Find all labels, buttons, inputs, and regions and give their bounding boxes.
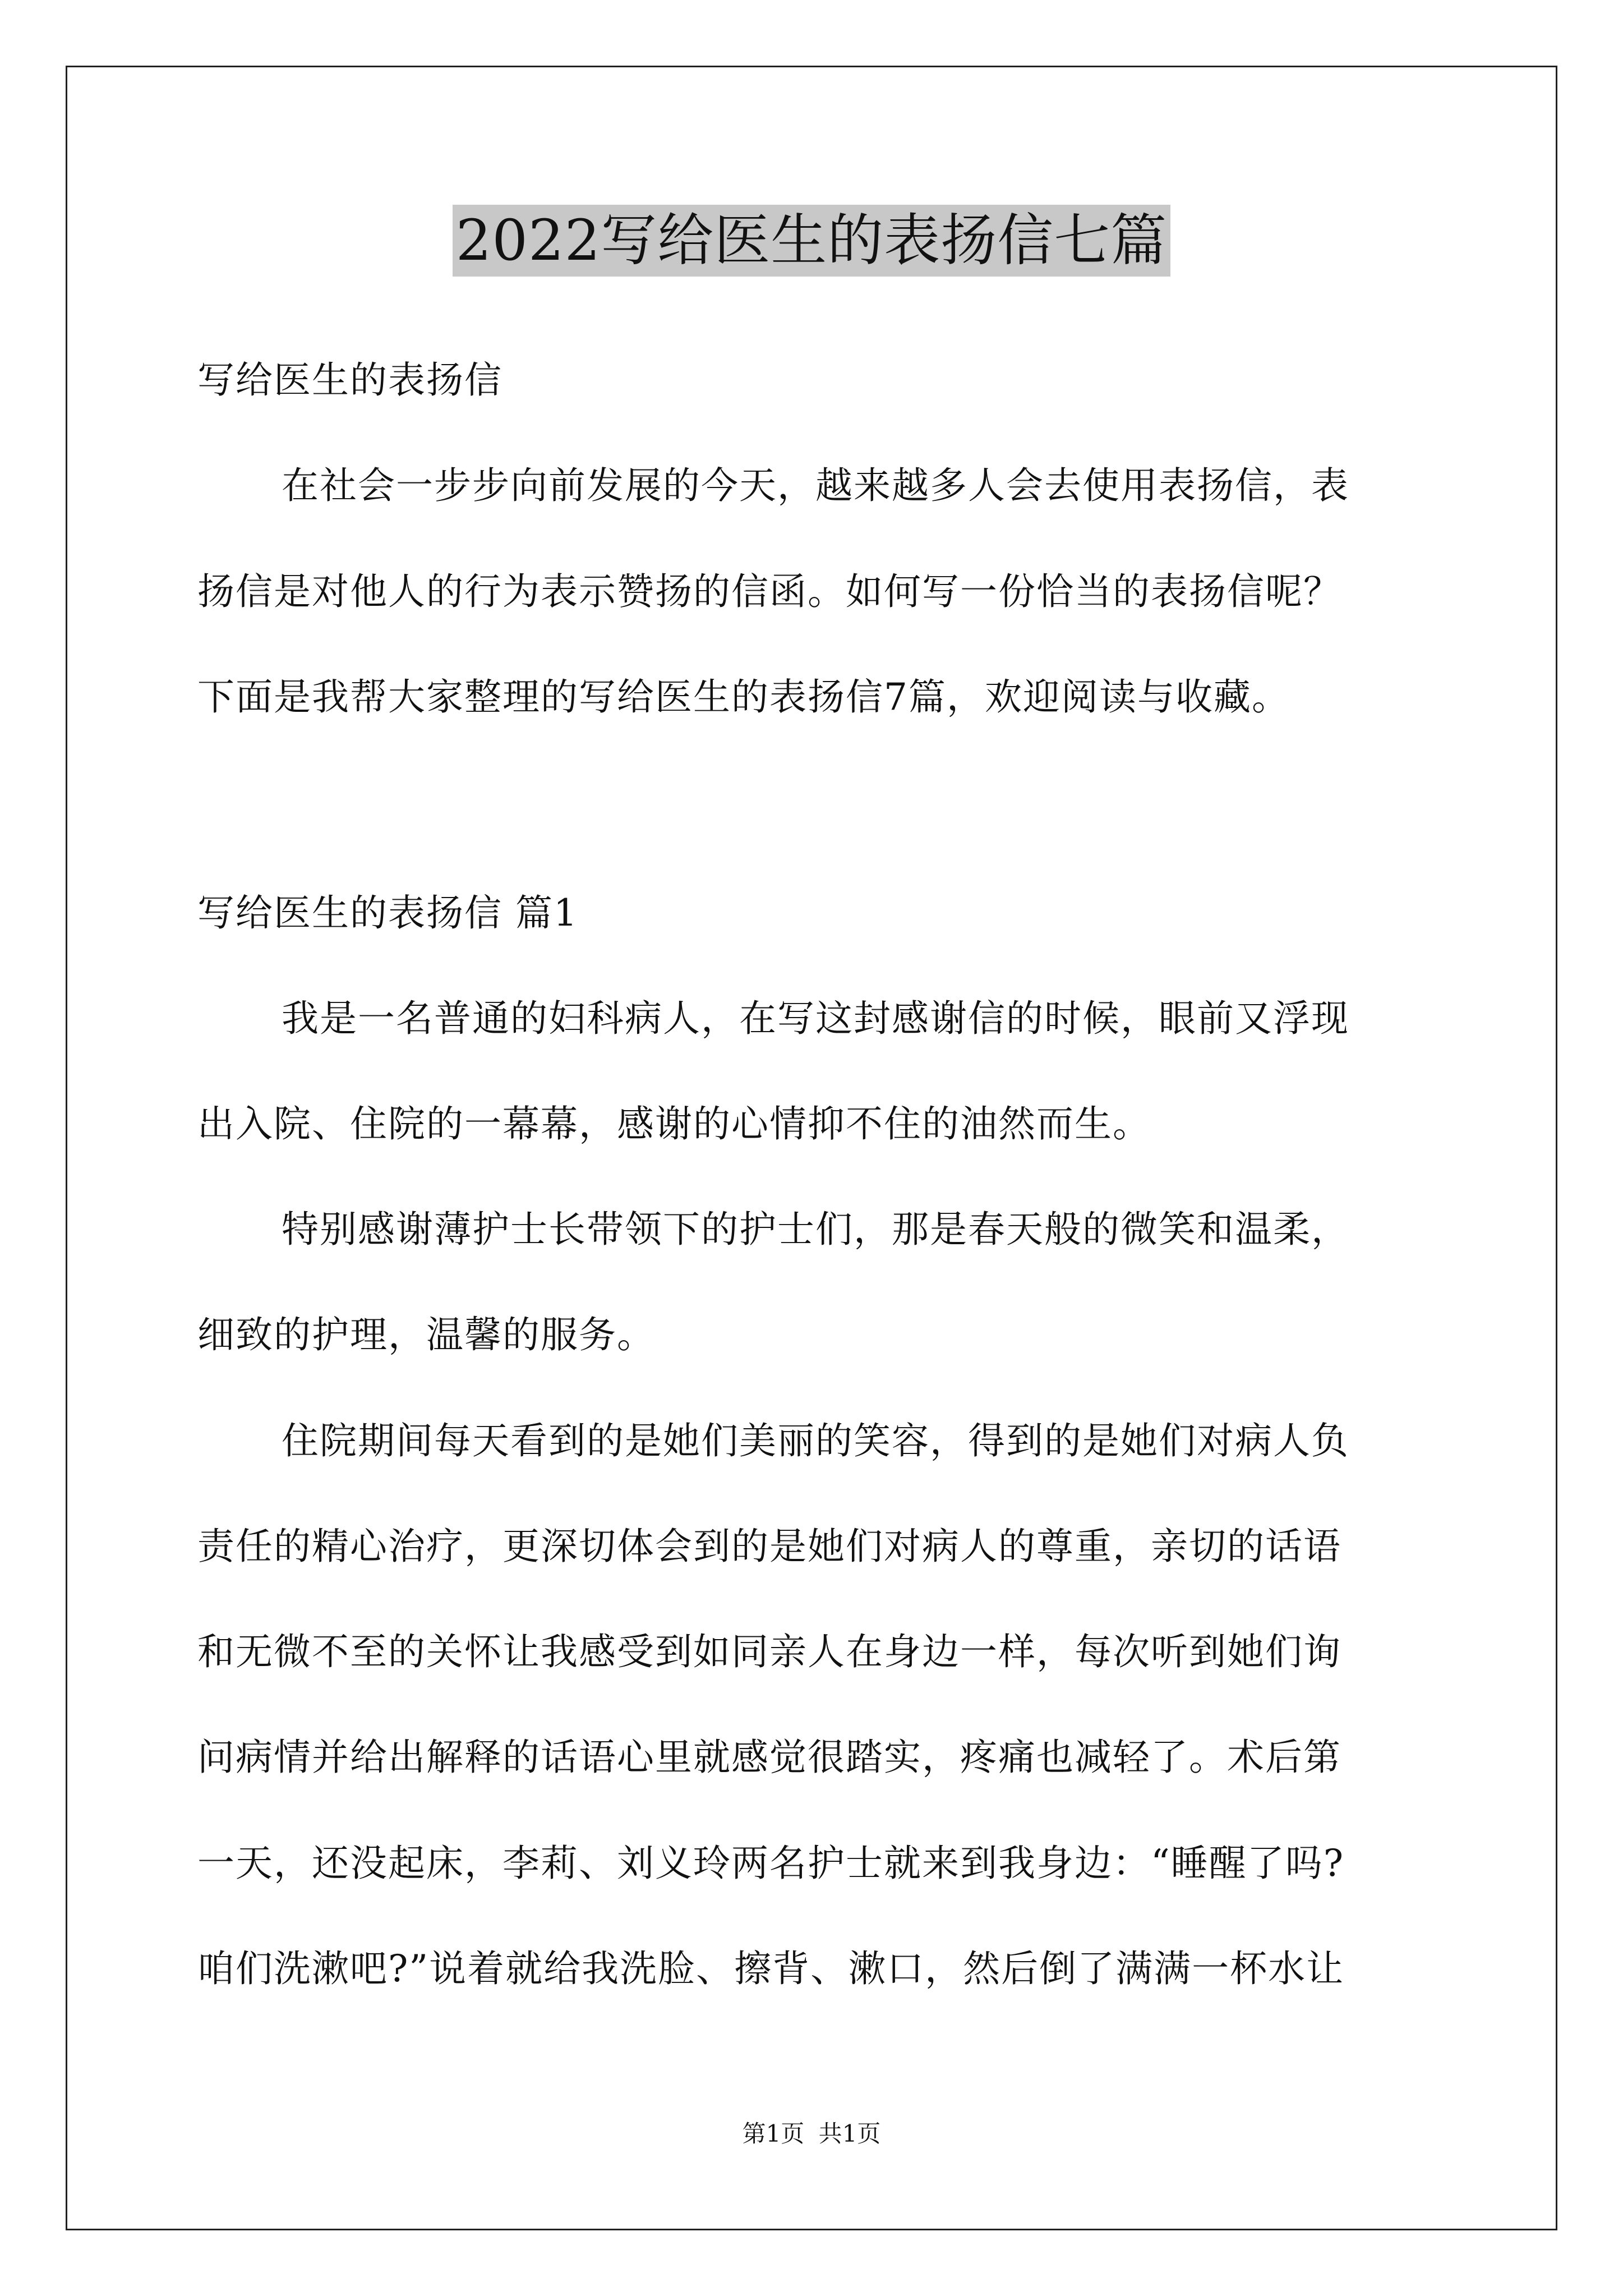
page-footer — [0, 2119, 1623, 2149]
paragraph-line: 我是一名普通的妇科病人，在写这封感谢信的时候，眼前又浮现 — [282, 997, 1349, 1040]
page-number: 第1页 — [742, 2120, 805, 2147]
section-heading: 写给医生的表扬信 篇1 — [197, 891, 578, 935]
paragraph-line: 扬信是对他人的行为表示赞扬的信函。如何写一份恰当的表扬信呢？ — [197, 570, 1341, 613]
paragraph-line: 一天，还没起床，李莉、刘义玲两名护士就来到我身边：“睡醒了吗? — [197, 1842, 1345, 1885]
paragraph-line: 问病情并给出解释的话语心里就感觉很踏实，疼痛也减轻了。术后第 — [197, 1736, 1341, 1779]
paragraph-line: 细致的护理，温馨的服务。 — [197, 1313, 655, 1356]
paragraph-line: 下面是我帮大家整理的写给医生的表扬信7篇，欢迎阅读与收藏。 — [197, 675, 1290, 719]
paragraph-line: 住院期间每天看到的是她们美丽的笑容，得到的是她们对病人负 — [282, 1419, 1349, 1462]
intro-heading: 写给医生的表扬信 — [197, 358, 502, 402]
title-container — [0, 205, 1623, 277]
page-total: 共1页 — [818, 2120, 881, 2147]
paragraph-line: 和无微不至的关怀让我感受到如同亲人在身边一样，每次听到她们询 — [197, 1630, 1341, 1673]
paragraph-line: 出入院、住院的一幕幕，感谢的心情抑不住的油然而生。 — [197, 1102, 1151, 1145]
paragraph-line: 咱们洗漱吧?”说着就给我洗脸、擦背、漱口，然后倒了满满一杯水让 — [197, 1947, 1345, 1990]
paragraph-line: 在社会一步步向前发展的今天，越来越多人会去使用表扬信，表 — [282, 464, 1349, 507]
paragraph-line: 责任的精心治疗，更深切体会到的是她们对病人的尊重，亲切的话语 — [197, 1525, 1341, 1568]
document-title: 2022写给医生的表扬信七篇 — [453, 205, 1171, 277]
paragraph-line: 特别感谢薄护士长带领下的护士们，那是春天般的微笑和温柔， — [282, 1208, 1349, 1251]
